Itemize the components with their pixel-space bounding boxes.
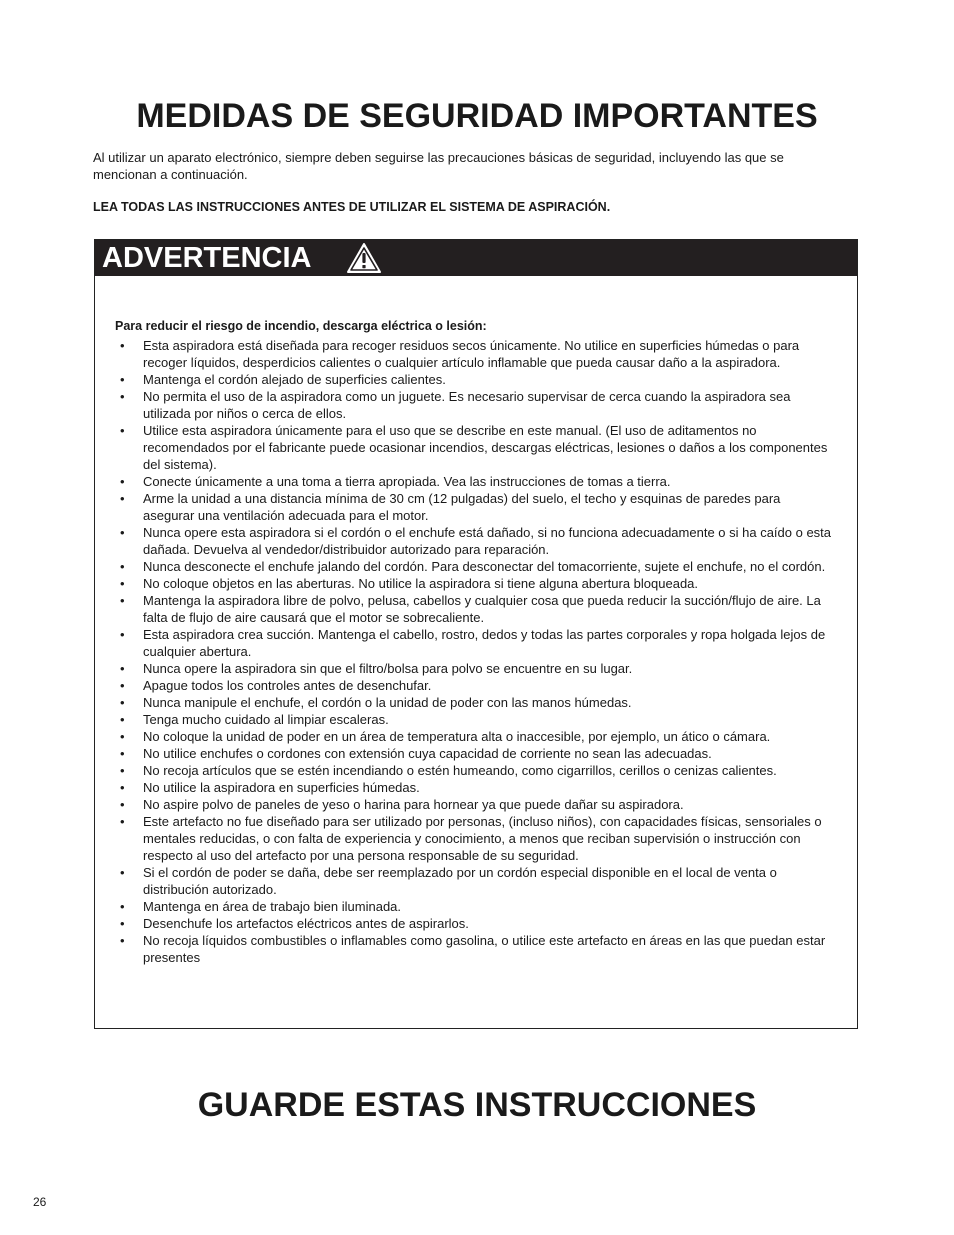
read-all-notice: LEA TODAS LAS INSTRUCCIONES ANTES DE UTILIZAR EL SISTEMA DE ASPIRACIÓN. — [93, 200, 611, 214]
list-item-text: No utilice la aspiradora en superficies húmedas. — [143, 780, 420, 795]
list-item-text: Nunca desconecte el enchufe jalando del cordón. Para desconectar del tomacorriente, sujete el enchufe, no el cordón. — [143, 559, 826, 574]
list-item-text: No aspire polvo de paneles de yeso o harina para hornear ya que puede dañar su aspiradora. — [143, 797, 684, 812]
bullet-icon: • — [120, 763, 125, 778]
intro-text: Al utilizar un aparato electrónico, siempre deben seguirse las precauciones básicas de seguridad, incluyendo las que se mencionan a continuación. — [93, 150, 784, 182]
list-item-text: Desenchufe los artefactos eléctricos antes de aspirarlos. — [143, 916, 469, 931]
list-item — [115, 490, 835, 524]
list-item — [115, 915, 835, 932]
bullet-icon: • — [120, 916, 125, 931]
list-item-text: No coloque la unidad de poder en un área de temperatura alta o inaccesible, por ejemplo, un ático o cámara. — [143, 729, 771, 744]
bullet-icon: • — [120, 746, 125, 761]
list-item-text: Mantenga el cordón alejado de superficies calientes. — [143, 372, 446, 387]
bullet-icon: • — [120, 491, 125, 506]
list-item — [115, 711, 835, 728]
list-item-text: No recoja líquidos combustibles o inflamables como gasolina, o utilice este artefacto en áreas en las que puedan estar presentes — [143, 933, 826, 965]
list-item-text: Conecte únicamente a una toma a tierra apropiada. Vea las instrucciones de tomas a tierra. — [143, 474, 671, 489]
list-item — [115, 660, 835, 677]
bullet-icon: • — [120, 695, 125, 710]
bullet-icon: • — [120, 780, 125, 795]
list-item — [115, 558, 835, 575]
bullet-icon: • — [120, 899, 125, 914]
list-item — [115, 762, 835, 779]
list-item-text: Arme la unidad a una distancia mínima de 30 cm (12 pulgadas) del suelo, el techo y esquinas de paredes para asegurar una ventilación adecuada para el motor. — [143, 491, 781, 523]
list-item-text: Utilice esta aspiradora únicamente para el uso que se describe en este manual. (El uso de aditamentos no recomendados por el fabricante puede ocasionar incendios, descargas eléctricas, lesiones o daños a los componentes del sistema). — [143, 423, 828, 472]
footer-title: GUARDE ESTAS INSTRUCCIONES — [197, 1086, 757, 1124]
list-item — [115, 337, 835, 371]
list-item-text: Mantenga en área de trabajo bien iluminada. — [143, 899, 402, 914]
list-item-text: No permita el uso de la aspiradora como un juguete. Es necesario supervisar de cerca cuando la aspiradora sea utilizada por niños o cerca de ellos. — [143, 389, 791, 421]
list-item-text: Tenga mucho cuidado al limpiar escaleras. — [143, 712, 389, 727]
list-item — [115, 932, 835, 966]
bullet-icon: • — [120, 593, 125, 608]
list-item-text: No coloque objetos en las aberturas. No utilice la aspiradora si tiene alguna abertura bloqueada. — [143, 576, 699, 591]
list-item-text: No recoja artículos que se estén incendiando o estén humeando, como cigarrillos, cerillos o cenizas calientes. — [143, 763, 777, 778]
list-item-text: Nunca opere esta aspiradora si el cordón o el enchufe está dañado, si no funciona adecuadamente o si ha caído o esta dañada. Devuelva al vendedor/distribuidor autorizado para reparación. — [143, 525, 832, 557]
list-item — [115, 473, 835, 490]
list-item — [115, 575, 835, 592]
warning-box — [94, 239, 858, 1029]
warning-body — [115, 318, 835, 966]
list-item — [115, 898, 835, 915]
bullet-icon: • — [120, 797, 125, 812]
list-item-text: Este artefacto no fue diseñado para ser utilizado por personas, (incluso niños), con capacidades físicas, sensoriales o mentales reducidas, o con falta de experiencia y conocimiento, a menos que reciban supervisión o instrucción con respecto al uso del artefacto por una persona responsable de su seguridad. — [143, 814, 822, 863]
bullet-icon: • — [120, 474, 125, 489]
page-number: 26 — [33, 1195, 47, 1209]
list-item — [115, 779, 835, 796]
bullet-icon: • — [120, 525, 125, 540]
list-item-text: Nunca manipule el enchufe, el cordón o la unidad de poder con las manos húmedas. — [143, 695, 632, 710]
list-item — [115, 813, 835, 864]
page-title: MEDIDAS DE SEGURIDAD IMPORTANTES — [136, 97, 818, 135]
warning-triangle-icon — [345, 241, 383, 275]
bullet-icon: • — [120, 678, 125, 693]
bullet-icon: • — [120, 559, 125, 574]
bullet-icon: • — [120, 661, 125, 676]
warning-label: ADVERTENCIA — [102, 242, 312, 274]
bullet-icon: • — [120, 338, 125, 353]
list-item — [115, 371, 835, 388]
list-item — [115, 745, 835, 762]
bullet-icon: • — [120, 933, 125, 948]
list-item — [115, 626, 835, 660]
bullet-icon: • — [120, 389, 125, 404]
bullet-icon: • — [120, 576, 125, 591]
list-item-text: Apague todos los controles antes de desenchufar. — [143, 678, 432, 693]
list-item — [115, 864, 835, 898]
list-item — [115, 422, 835, 473]
bullet-icon: • — [120, 627, 125, 642]
warning-list — [115, 337, 835, 966]
bullet-icon: • — [120, 712, 125, 727]
list-item-text: Si el cordón de poder se daña, debe ser reemplazado por un cordón especial disponible en el local de venta o distribución autorizado. — [143, 865, 777, 897]
bullet-icon: • — [120, 372, 125, 387]
list-item — [115, 694, 835, 711]
warning-lead: Para reducir el riesgo de incendio, descarga eléctrica o lesión: — [115, 319, 487, 333]
warning-header — [95, 240, 857, 276]
list-item — [115, 524, 835, 558]
bullet-icon: • — [120, 729, 125, 744]
bullet-icon: • — [120, 865, 125, 880]
list-item — [115, 388, 835, 422]
list-item-text: No utilice enchufes o cordones con extensión cuya capacidad de corriente no sean las adecuadas. — [143, 746, 712, 761]
list-item-text: Nunca opere la aspiradora sin que el filtro/bolsa para polvo se encuentre en su lugar. — [143, 661, 633, 676]
list-item — [115, 728, 835, 745]
list-item — [115, 796, 835, 813]
list-item — [115, 677, 835, 694]
list-item-text: Esta aspiradora crea succión. Mantenga el cabello, rostro, dedos y todas las partes corporales y ropa holgada lejos de cualquier abertura. — [143, 627, 826, 659]
bullet-icon: • — [120, 423, 125, 438]
list-item-text: Mantenga la aspiradora libre de polvo, pelusa, cabellos y cualquier cosa que pueda reducir la succión/flujo de aire. La falta de flujo de aire causará que el motor se sobrecaliente. — [143, 593, 821, 625]
list-item-text: Esta aspiradora está diseñada para recoger residuos secos únicamente. No utilice en superficies húmedas o para recoger líquidos, desperdicios calientes o cualquier artículo inflamable que pueda causar daño a la aspiradora. — [143, 338, 800, 370]
list-item — [115, 592, 835, 626]
bullet-icon: • — [120, 814, 125, 829]
